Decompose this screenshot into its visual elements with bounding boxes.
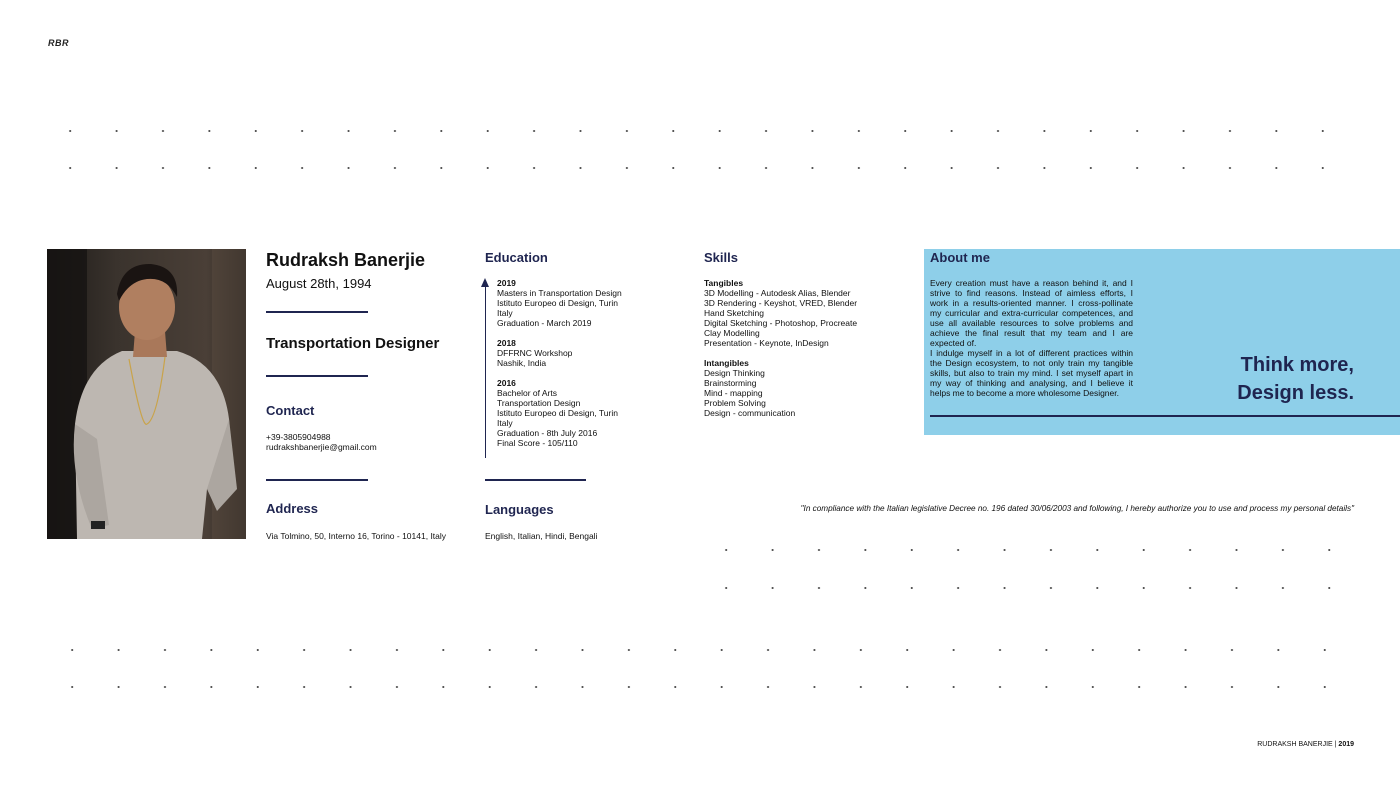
skill-item: Problem Solving bbox=[704, 398, 766, 408]
skill-item: Design - communication bbox=[704, 408, 796, 418]
tangibles-heading: Tangibles bbox=[704, 278, 744, 288]
divider bbox=[485, 479, 586, 481]
education-line: Italy bbox=[497, 308, 513, 318]
education-line: Bachelor of Arts bbox=[497, 388, 558, 398]
education-entry bbox=[497, 278, 622, 328]
profile-photo bbox=[47, 249, 246, 539]
skill-item: Mind - mapping bbox=[704, 388, 763, 398]
education-entry bbox=[497, 338, 572, 368]
education-line: Graduation - 8th July 2016 bbox=[497, 428, 598, 438]
education-line: Masters in Transportation Design bbox=[497, 288, 622, 298]
education-line: Nashik, India bbox=[497, 358, 547, 368]
education-year: 2018 bbox=[497, 338, 516, 348]
address-heading: Address bbox=[266, 501, 319, 516]
education-year: 2019 bbox=[497, 278, 516, 288]
dot-row bbox=[703, 549, 1357, 551]
dot-row bbox=[47, 167, 1357, 169]
skill-item: Presentation - Keynote, InDesign bbox=[704, 338, 829, 348]
footer-name: RUDRAKSH BANERJIE bbox=[1257, 741, 1333, 748]
dot-row bbox=[47, 130, 1357, 132]
about-quote bbox=[1208, 351, 1354, 407]
footer-year: 2019 bbox=[1338, 741, 1354, 748]
education-heading: Education bbox=[485, 250, 548, 265]
education-line: DFFRNC Workshop bbox=[497, 348, 573, 358]
profile-dob: August 28th, 1994 bbox=[266, 276, 372, 291]
profile-name: Rudraksh Banerjie bbox=[266, 250, 426, 270]
legal-consent: "In compliance with the Italian legislative Decree no. 196 dated 30/06/2003 and following, I hereby authorize you to use and process my personal details" bbox=[800, 504, 1354, 513]
education-line: Graduation - March 2019 bbox=[497, 318, 592, 328]
contact-email[interactable]: rudrakshbanerjie@gmail.com bbox=[266, 442, 377, 452]
skill-item: Brainstorming bbox=[704, 378, 757, 388]
education-entry bbox=[497, 378, 618, 448]
profile-role: Transportation Designer bbox=[266, 335, 440, 352]
address-text: Via Tolmino, 50, Interno 16, Torino - 10141, Italy bbox=[266, 531, 447, 541]
education-line: Italy bbox=[497, 418, 513, 428]
education-line: Final Score - 105/110 bbox=[497, 438, 578, 448]
dot-row bbox=[49, 686, 1359, 688]
skills-intangibles bbox=[704, 358, 795, 418]
education-year: 2016 bbox=[497, 378, 516, 388]
divider bbox=[266, 311, 368, 313]
contact-heading: Contact bbox=[266, 403, 315, 418]
intangibles-heading: Intangibles bbox=[704, 358, 749, 368]
contact-phone: +39-3805904988 bbox=[266, 432, 331, 442]
skill-item: 3D Modelling - Autodesk Alias, Blender bbox=[704, 288, 851, 298]
skills-heading: Skills bbox=[704, 250, 738, 265]
dot-row bbox=[49, 649, 1359, 651]
skill-item: Clay Modelling bbox=[704, 328, 760, 338]
skill-item: Digital Sketching - Photoshop, Procreate bbox=[704, 318, 858, 328]
divider bbox=[266, 479, 368, 481]
about-paragraph: Every creation must have a reason behind it, and I strive to find reasons. Instead of aimless efforts, I work in a results-oriented manner. I cross-pollinate my curricular and extra-curricular competences, and use all available resources to solve problems and achieve the final result that my team and I are expected of. bbox=[930, 278, 1133, 348]
education-timeline bbox=[485, 286, 486, 458]
dot-row bbox=[703, 587, 1357, 589]
about-paragraph: I indulge myself in a lot of different practices within the Design ecosystem, to not only train my tangible skills, but also to train my mind. I set myself apart in my way of thinking and analysing, and I believe it helps me to become a more wholesome Designer. bbox=[930, 348, 1133, 398]
skill-item: 3D Rendering - Keyshot, VRED, Blender bbox=[704, 298, 858, 308]
skill-item: Hand Sketching bbox=[704, 308, 765, 318]
about-heading: About me bbox=[930, 250, 990, 265]
languages-text: English, Italian, Hindi, Bengali bbox=[485, 531, 598, 541]
about-text bbox=[930, 278, 1133, 398]
divider bbox=[266, 375, 368, 377]
skill-item: Design Thinking bbox=[704, 368, 765, 378]
quote-line: Design less. bbox=[1237, 382, 1354, 404]
divider bbox=[930, 415, 1400, 417]
footer: RUDRAKSH BANERJIE | 2019 bbox=[1257, 741, 1354, 748]
about-panel bbox=[924, 249, 1400, 435]
education-line: Transportation Design bbox=[497, 398, 581, 408]
quote-line: Think more, bbox=[1240, 354, 1354, 376]
logo: RBR bbox=[48, 38, 69, 48]
education-line: Istituto Europeo di Design, Turin bbox=[497, 408, 618, 418]
languages-heading: Languages bbox=[485, 502, 554, 517]
education-line: Istituto Europeo di Design, Turin bbox=[497, 298, 618, 308]
skills-tangibles bbox=[704, 278, 857, 348]
